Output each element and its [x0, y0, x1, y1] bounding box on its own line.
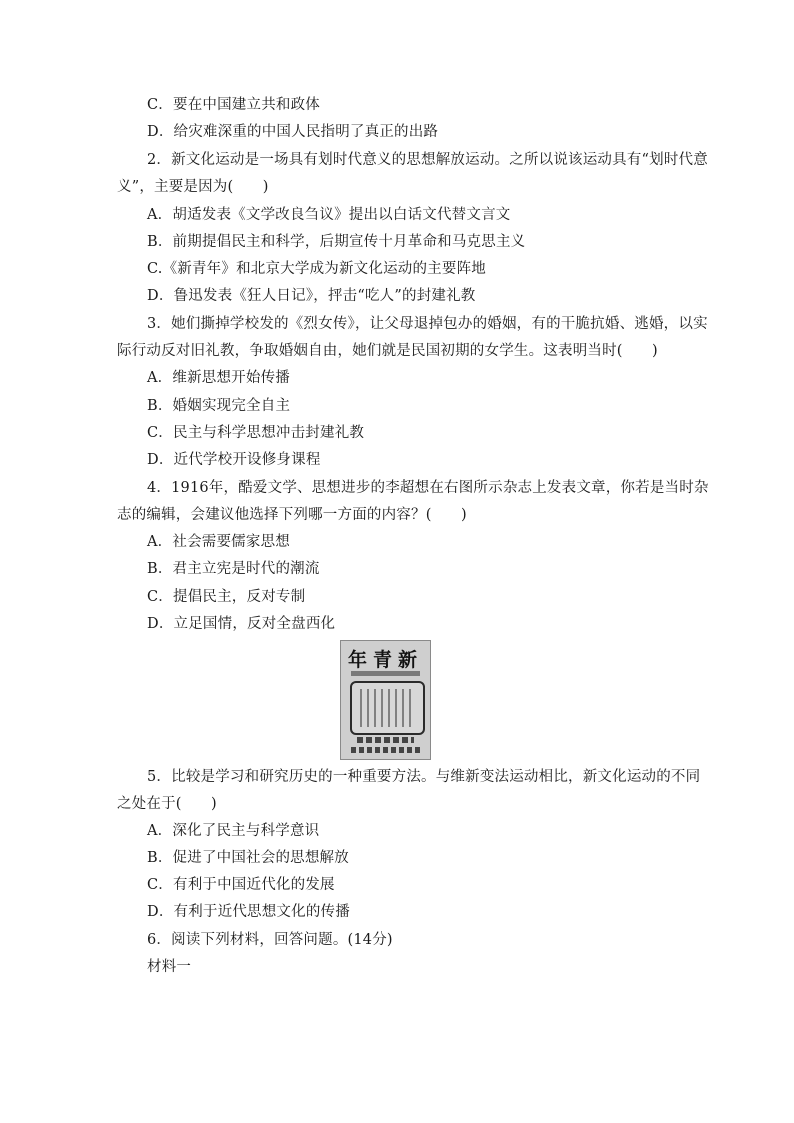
q4-stem-line2: 志的编辑，会建议他选择下列哪一方面的内容？( ) — [117, 507, 467, 523]
q2-option-a: A．胡适发表《文学改良刍议》提出以白话文代替文言文 — [147, 207, 511, 223]
q1-option-d: D．给灾难深重的中国人民指明了真正的出路 — [147, 124, 439, 140]
q1-option-c: C．要在中国建立共和政体 — [147, 97, 320, 113]
q5-option-d: D．有利于近代思想文化的传播 — [147, 904, 350, 920]
magazine-cover-image — [340, 640, 431, 760]
q2-stem-line1: 2．新文化运动是一场具有划时代意义的思想解放运动。之所以说该运动具有“划时代意 — [147, 152, 708, 168]
q5-stem-line1: 5．比较是学习和研究历史的一种重要方法。与维新变法运动相比，新文化运动的不同 — [147, 769, 701, 785]
q4-option-c: C．提倡民主，反对专制 — [147, 589, 306, 605]
q4-option-b: B．君主立宪是时代的潮流 — [147, 561, 320, 577]
q3-option-d: D．近代学校开设修身课程 — [147, 452, 321, 468]
q3-option-b: B．婚姻实现完全自主 — [147, 398, 291, 414]
q2-option-b: B．前期提倡民主和科学，后期宣传十月革命和马克思主义 — [147, 234, 526, 250]
q2-option-d: D．鲁迅发表《狂人日记》，抨击“吃人”的封建礼教 — [147, 288, 476, 304]
q2-option-c: C.《新青年》和北京大学成为新文化运动的主要阵地 — [147, 261, 486, 277]
q3-option-c: C．民主与科学思想冲击封建礼教 — [147, 425, 365, 441]
q4-option-d: D．立足国情，反对全盘西化 — [147, 616, 336, 632]
cover-subtitle-band — [351, 671, 420, 676]
q5-option-c: C．有利于中国近代化的发展 — [147, 877, 335, 893]
q3-option-a: A．维新思想开始传播 — [147, 370, 290, 386]
magazine-title: 年青新 — [347, 649, 423, 671]
cover-footer-band-2 — [351, 747, 420, 753]
q4-stem-line1: 4．1916年，酷爱文学、思想进步的李超想在右图所示杂志上发表文章，你若是当时杂 — [147, 480, 709, 496]
material-one-label: 材料一 — [147, 959, 192, 975]
q5-option-b: B．促进了中国社会的思想解放 — [147, 850, 349, 866]
q2-stem-line2: 义”，主要是因为( ) — [117, 179, 269, 195]
cover-contents-frame — [350, 681, 425, 735]
cover-footer-band — [357, 737, 414, 743]
q6-stem: 6．阅读下列材料，回答问题。(14分) — [147, 932, 393, 948]
q3-stem-line2: 际行动反对旧礼教，争取婚姻自由，她们就是民国初期的女学生。这表明当时( ) — [117, 343, 658, 359]
q3-stem-line1: 3．她们撕掉学校发的《烈女传》，让父母退掉包办的婚姻，有的干脆抗婚、逃婚，以实 — [147, 316, 708, 332]
q5-stem-line2: 之处在于( ) — [117, 796, 217, 812]
q5-option-a: A．深化了民主与科学意识 — [147, 823, 320, 839]
q4-option-a: A．社会需要儒家思想 — [147, 534, 290, 550]
